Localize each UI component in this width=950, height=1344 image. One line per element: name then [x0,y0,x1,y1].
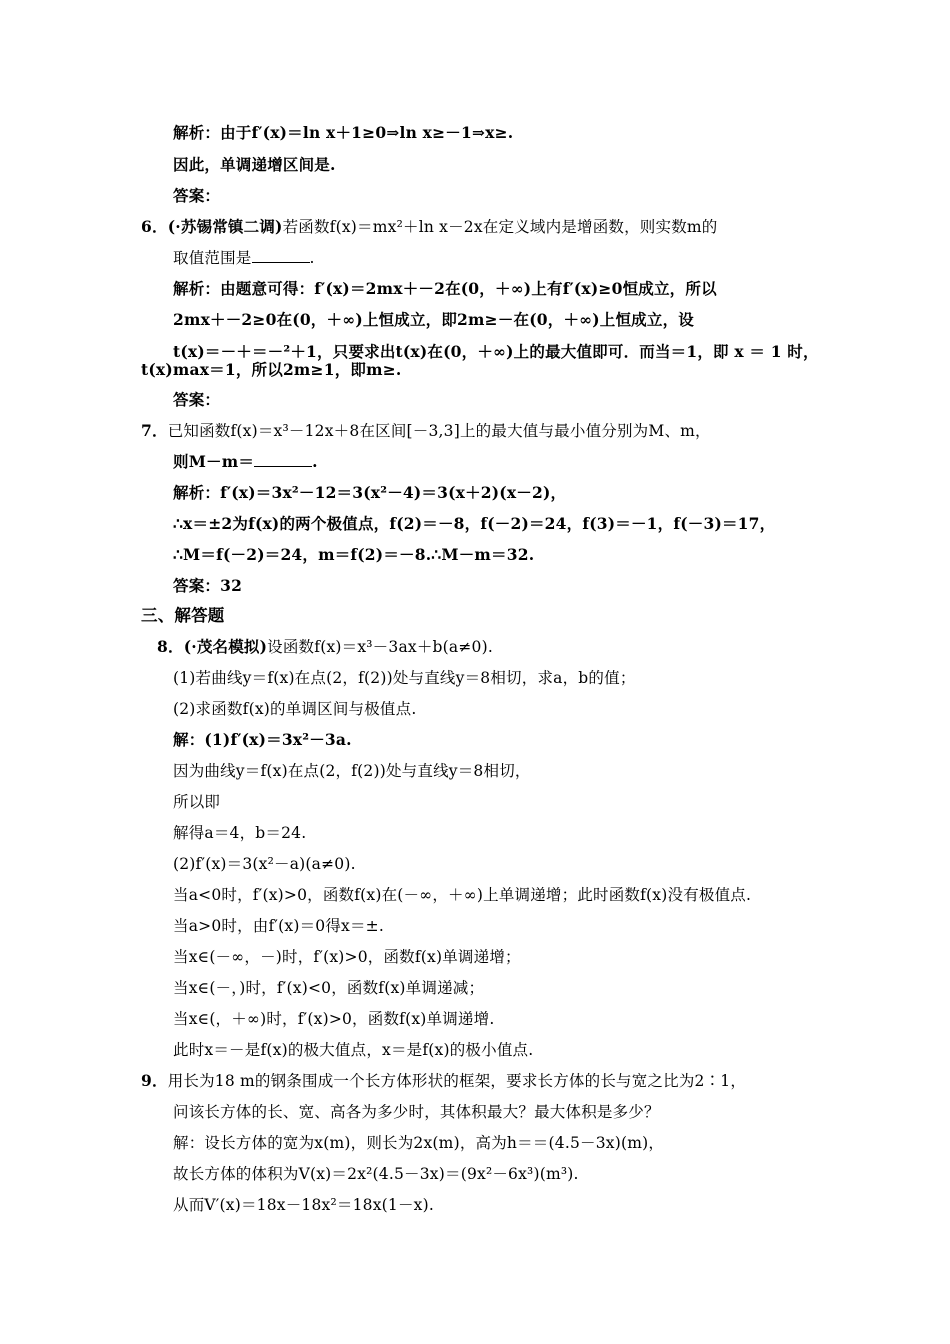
q6-text-cont: 取值范围是 [173,249,252,267]
q9-text: 用长为18 m的钢条围成一个长方体形状的框架，要求长方体的长与宽之比为2∶1， [167,1072,747,1090]
q7-text: 已知函数f(x)＝x³－12x＋8在区间[－3,3]上的最大值与最小值分别为M、m， [167,422,711,440]
q9-question-cont: 问该长方体的长、宽、高各为多少时，其体积最大？最大体积是多少？ [173,1103,660,1121]
q6-question [141,217,718,237]
q7-solution-line-2: ∴x＝±2为f(x)的两个极值点，f(2)＝－8，f(－2)＝24，f(3)＝－1，f(－3)＝17， [173,514,776,533]
q9-solution-line-3: 从而V′(x)＝18x－18x²＝18x(1－x). [173,1196,434,1214]
q9-question [141,1071,746,1091]
q9-solution-line-1: 解：设长方体的宽为x(m)，则长为2x(m)，高为h＝＝(4.5－3x)(m)， [173,1134,665,1152]
q7-question-cont [173,452,318,472]
q6-solution-line-4: t(x)max＝1，所以2m≥1，即m≥. [141,360,402,379]
q9-solution-line-2: 故长方体的体积为V(x)＝2x²(4.5－3x)＝(9x²－6x³)(m³). [173,1165,579,1183]
q7-solution-line-1: 解析：f′(x)＝3x²－12＝3(x²－4)＝3(x＋2)(x－2)， [173,483,567,502]
q8-number: 8． [157,637,184,656]
q6-solution-line-3: t(x)＝－＋＝－²＋1，只要求出t(x)在(0，＋∞)上的最大值即可．而当＝1，即 x ＝ 1 时， [173,342,819,361]
q7-answer-blank [254,452,312,467]
q8-solution-line-9: 当x∈(－，)时，f′(x)<0，函数f(x)单调递减； [173,979,485,997]
q5-solution-line: 解析：由于f′(x)＝ln x＋1≥0⇒ln x≥－1⇒x≥. [173,123,514,142]
q6-answer-blank [252,248,310,263]
q6-period: . [309,249,315,267]
q6-question-cont [173,248,315,268]
q9-number: 9． [141,1071,168,1090]
q7-answer: 答案：32 [173,576,243,595]
q8-solution-line-2: 因为曲线y＝f(x)在点(2，f(2))处与直线y＝8相切， [173,762,531,780]
q8-solution-line-10: 当x∈(，＋∞)时，f′(x)>0，函数f(x)单调递增. [173,1010,495,1028]
q6-answer-label: 答案： [173,390,221,409]
q8-solution-line-3: 所以即 [173,793,221,811]
q5-answer-label: 答案： [173,186,221,205]
q7-period: . [312,452,318,471]
q8-text: 设函数f(x)＝x³－3ax＋b(a≠0). [267,638,493,656]
q7-question [141,421,711,441]
q8-question [157,637,493,657]
q6-text: 若函数f(x)＝mx²＋ln x－2x在定义域内是增函数，则实数m的 [282,218,718,236]
q8-solution-line-1: 解：(1)f′(x)＝3x²－3a. [173,730,352,749]
q8-solution-line-11: 此时x＝－是f(x)的极大值点，x＝是f(x)的极小值点. [173,1041,534,1059]
q8-solution-line-5: (2)f′(x)＝3(x²－a)(a≠0). [173,855,356,873]
q8-solution-line-8: 当x∈(－∞，－)时，f′(x)>0，函数f(x)单调递增； [173,948,521,966]
q8-solution-line-7: 当a>0时，由f′(x)＝0得x＝±. [173,917,384,935]
q8-part-1: (1)若曲线y＝f(x)在点(2，f(2))处与直线y＝8相切，求a，b的值； [173,669,636,687]
q6-solution-line-2: 2mx＋－2≥0在(0，＋∞)上恒成立，即2m≥－在(0，＋∞)上恒成立，设 [173,310,694,329]
q8-solution-line-6: 当a<0时，f′(x)>0，函数f(x)在(－∞，＋∞)上单调递增；此时函数f(x)没有极值点. [173,886,752,904]
q8-source: (·茂名模拟) [183,637,268,656]
q7-number: 7． [141,421,168,440]
section-3-heading: 三、解答题 [141,606,225,625]
q5-conclusion-line: 因此，单调递增区间是. [173,155,336,174]
q7-solution-line-3: ∴M＝f(－2)＝24，m＝f(2)＝－8.∴M－m＝32. [173,545,535,564]
q8-solution-line-4: 解得a＝4，b＝24. [173,824,307,842]
q6-source: (·苏锡常镇二调) [167,217,283,236]
q6-number: 6． [141,217,168,236]
q7-text-cont: 则M－m＝ [173,452,255,471]
q6-solution-line-1: 解析：由题意可得：f′(x)＝2mx＋－2在(0，＋∞)上有f′(x)≥0恒成立，所以 [173,279,717,298]
q8-part-2: (2)求函数f(x)的单调区间与极值点. [173,700,417,718]
